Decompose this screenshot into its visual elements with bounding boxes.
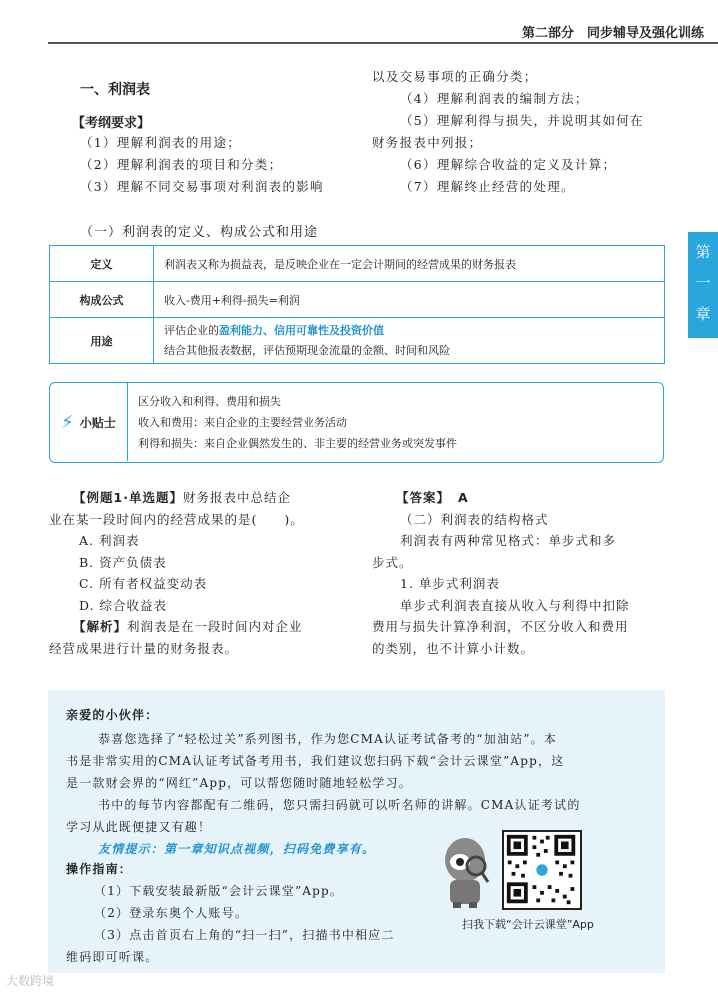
example-question <box>49 487 304 659</box>
page-header <box>48 0 718 44</box>
notice-line: 书中的每节内容都配有二维码，您只需扫码就可以听名师的讲解。CMA认证考试的 <box>98 798 581 812</box>
question-line: 业在某一段时间内的经营成果的是( )。 <box>49 511 304 527</box>
analysis-tag: 【解析】 <box>73 619 128 634</box>
scan-caption: 扫我下载“会计云课堂”App <box>462 918 594 931</box>
option-d: D. 综合收益表 <box>79 597 168 613</box>
table-value-formula: 收入-费用+利得-损失=利润 <box>154 282 665 318</box>
requirements-title: 【考纲要求】 <box>72 116 151 131</box>
requirement-item: 以及交易事项的正确分类； <box>372 69 538 84</box>
table-value-use <box>154 318 665 364</box>
mascot-icon <box>440 830 490 910</box>
guide-step: （3）点击首页右上角的“扫一扫”，扫描书中相应二 <box>94 928 395 942</box>
tip-line: 区分收入和利得、费用和损失 <box>138 395 281 408</box>
requirements-left-list <box>80 132 324 198</box>
requirement-item: （2）理解利润表的项目和分类； <box>80 157 283 172</box>
tip-label <box>50 383 128 461</box>
requirement-item: （5）理解利得与损失，并说明其如何在 <box>400 113 644 128</box>
notice-line: 恭喜您选择了“轻松过关”系列图书，作为您CMA认证考试备考的“加油站”。本 <box>98 732 558 746</box>
analysis-line: 利润表是在一段时间内对企业 <box>127 619 303 634</box>
header-title: 第二部分 同步辅导及强化训练 <box>521 26 704 41</box>
answer-line: 单步式利润表直接从收入与利得中扣除 <box>400 597 630 613</box>
use-prefix: 评估企业的 <box>164 323 219 337</box>
option-c: C. 所有者权益变动表 <box>79 576 208 591</box>
table-key-formula: 构成公式 <box>50 282 154 318</box>
requirement-item: （4）理解利润表的编制方法； <box>400 91 589 106</box>
analysis-line: 经营成果进行计量的财务报表。 <box>49 640 239 656</box>
answer-line: 利润表有两种常见格式：单步式和多 <box>400 533 617 548</box>
notice-hint: 友情提示：第一章知识点视频，扫码免费享有。 <box>98 842 376 856</box>
option-b: B. 资产负债表 <box>79 554 167 570</box>
answer-line: 1. 单步式利润表 <box>400 576 500 591</box>
chapter-tab <box>688 232 718 338</box>
option-a: A. 利润表 <box>79 533 140 548</box>
qr-code-icon[interactable] <box>502 830 582 910</box>
table-value-definition: 利润表又称为损益表，是反映企业在一定会计期间的经营成果的财务报表 <box>154 246 665 282</box>
answer-line: 费用与损失计算净利润，不区分收入和费用 <box>372 619 629 634</box>
example-tag: 【例题1·单选题】 <box>73 490 183 505</box>
answer-line: 步式。 <box>372 554 413 570</box>
answer-column <box>372 487 630 659</box>
lightning-icon: ⚡ <box>61 411 74 433</box>
chapter-tab-char: 章 <box>695 305 711 323</box>
tip-label-text: 小贴士 <box>79 415 116 430</box>
table-row <box>50 246 665 282</box>
tip-line: 收入和费用：来自企业的主要经营业务活动 <box>138 416 347 429</box>
answer-line: （二）利润表的结构格式 <box>400 511 549 527</box>
tip-body <box>138 391 457 454</box>
notice-line: 是一款财会界的“网红”App，可以帮您随时随地轻松学习。 <box>66 776 412 790</box>
requirements-right-list <box>372 66 644 198</box>
guide-title: 操作指南： <box>66 862 133 876</box>
use-line2: 结合其他报表数据，评估预期现金流量的金额、时间和风险 <box>164 343 450 357</box>
table-row <box>50 282 665 318</box>
definition-table <box>49 245 665 364</box>
question-line: 财务报表中总结企 <box>182 490 291 505</box>
section-heading: 一、利润表 <box>80 82 150 98</box>
notice-box <box>48 690 665 973</box>
subsection-heading: （一）利润表的定义、构成公式和用途 <box>80 225 319 240</box>
answer-value: A <box>458 490 469 505</box>
guide-step: （2）登录东奥个人账号。 <box>94 906 249 920</box>
chapter-tab-char: 一 <box>695 274 711 292</box>
table-row <box>50 318 665 364</box>
answer-line: 的类别，也不计算小计数。 <box>372 640 535 656</box>
requirement-item: （7）理解终止经营的处理。 <box>400 179 575 194</box>
guide-step: 维码即可听课。 <box>66 950 159 964</box>
guide-step: （1）下载安装最新版“会计云课堂”App。 <box>94 884 344 898</box>
watermark: 大数跨境 <box>6 974 55 988</box>
tip-line: 利得和损失：来自企业偶然发生的、非主要的经营业务或突发事件 <box>138 437 457 450</box>
table-key-use: 用途 <box>50 318 154 364</box>
notice-line: 学习从此既便捷又有趣！ <box>66 820 212 834</box>
table-key-definition: 定义 <box>50 246 154 282</box>
requirement-item: （6）理解综合收益的定义及计算； <box>400 157 617 172</box>
chapter-tab-char: 第 <box>695 243 711 261</box>
answer-tag: 【答案】 <box>396 490 451 505</box>
notice-line: 书是非常实用的CMA认证考试备考用书，我们建议您扫码下载“会计云课堂”App，这 <box>66 754 565 768</box>
tip-box <box>49 382 664 463</box>
notice-greeting: 亲爱的小伙伴： <box>66 708 159 722</box>
requirement-item: （3）理解不同交易事项对利润表的影响 <box>80 179 324 194</box>
use-highlight: 盈利能力、信用可靠性及投资价值 <box>219 323 384 337</box>
requirement-item: 财务报表中列报； <box>372 135 483 150</box>
requirement-item: （1）理解利润表的用途； <box>80 135 242 150</box>
